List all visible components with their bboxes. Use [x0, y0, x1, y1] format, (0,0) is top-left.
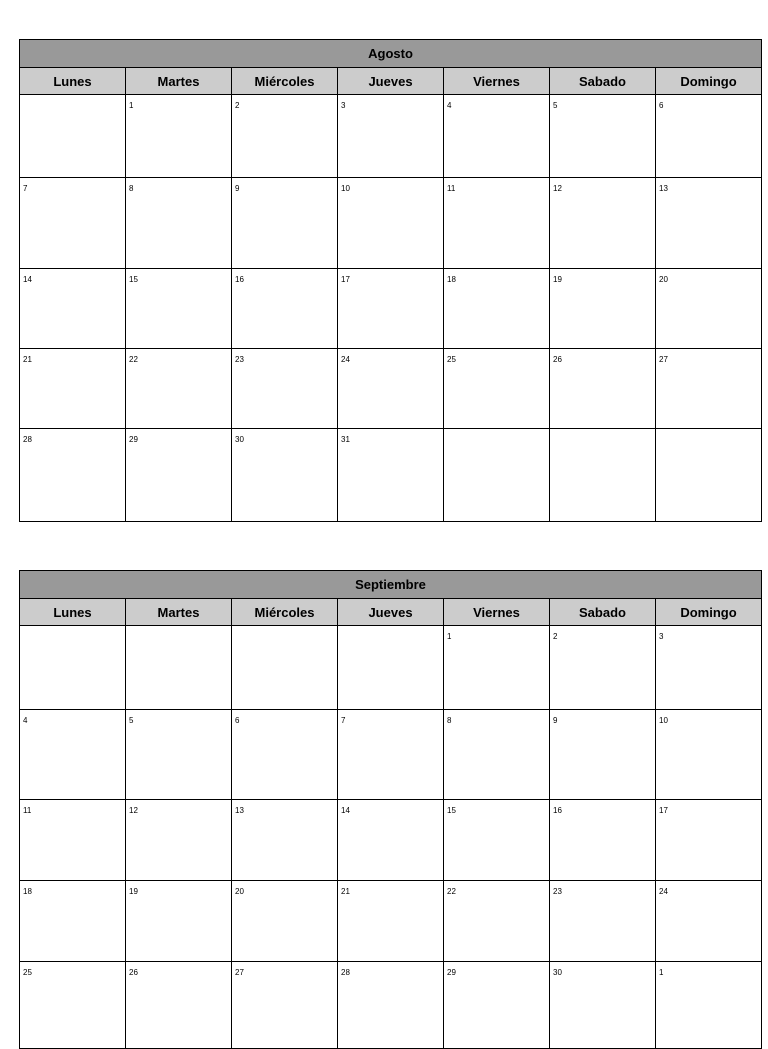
week-row: [20, 269, 762, 349]
weekday-header: Miércoles: [232, 599, 338, 626]
day-cell[interactable]: 23: [232, 349, 338, 429]
day-cell[interactable]: 15: [126, 269, 232, 349]
weekday-header: Sabado: [550, 68, 656, 95]
day-cell[interactable]: 14: [20, 269, 126, 349]
day-cell[interactable]: 29: [126, 429, 232, 522]
day-cell[interactable]: 28: [20, 429, 126, 522]
month-title: Agosto: [20, 40, 762, 68]
weekday-header: Domingo: [656, 68, 762, 95]
day-cell[interactable]: 11: [20, 800, 126, 881]
day-cell[interactable]: 1: [656, 962, 762, 1049]
week-row: [20, 962, 762, 1049]
calendar-septiembre: [19, 570, 762, 1049]
week-row: [20, 881, 762, 962]
day-cell[interactable]: 28: [338, 962, 444, 1049]
weekday-header: Martes: [126, 599, 232, 626]
day-cell[interactable]: 15: [444, 800, 550, 881]
day-cell[interactable]: 5: [550, 95, 656, 178]
day-cell[interactable]: [232, 626, 338, 710]
week-row: [20, 800, 762, 881]
day-cell[interactable]: 18: [20, 881, 126, 962]
day-cell[interactable]: 1: [126, 95, 232, 178]
day-cell[interactable]: [656, 429, 762, 522]
month-title: Septiembre: [20, 571, 762, 599]
day-cell[interactable]: 31: [338, 429, 444, 522]
day-cell[interactable]: [20, 626, 126, 710]
weekday-header: Lunes: [20, 68, 126, 95]
weekday-header: Viernes: [444, 68, 550, 95]
day-cell[interactable]: 24: [656, 881, 762, 962]
day-cell[interactable]: 4: [20, 710, 126, 800]
day-cell[interactable]: 2: [232, 95, 338, 178]
weekday-header: Domingo: [656, 599, 762, 626]
day-cell[interactable]: 21: [338, 881, 444, 962]
day-cell[interactable]: 17: [338, 269, 444, 349]
day-cell[interactable]: 13: [232, 800, 338, 881]
day-cell[interactable]: 10: [656, 710, 762, 800]
day-cell[interactable]: [550, 429, 656, 522]
day-cell[interactable]: 8: [126, 178, 232, 269]
day-cell[interactable]: 30: [232, 429, 338, 522]
week-row: [20, 178, 762, 269]
day-cell[interactable]: 17: [656, 800, 762, 881]
day-cell[interactable]: 25: [20, 962, 126, 1049]
day-cell[interactable]: 25: [444, 349, 550, 429]
week-row: [20, 349, 762, 429]
day-cell[interactable]: 3: [338, 95, 444, 178]
day-cell[interactable]: 26: [126, 962, 232, 1049]
day-cell[interactable]: 6: [656, 95, 762, 178]
weekday-header: Martes: [126, 68, 232, 95]
day-cell[interactable]: 22: [126, 349, 232, 429]
week-row: [20, 710, 762, 800]
day-cell[interactable]: 23: [550, 881, 656, 962]
day-cell[interactable]: 30: [550, 962, 656, 1049]
weekday-header: Jueves: [338, 68, 444, 95]
day-cell[interactable]: 12: [126, 800, 232, 881]
day-cell[interactable]: 18: [444, 269, 550, 349]
day-cell[interactable]: 9: [550, 710, 656, 800]
weekday-header: Sabado: [550, 599, 656, 626]
day-cell[interactable]: 27: [656, 349, 762, 429]
day-cell[interactable]: 20: [232, 881, 338, 962]
day-cell[interactable]: 16: [550, 800, 656, 881]
weekday-header: Miércoles: [232, 68, 338, 95]
day-cell[interactable]: 12: [550, 178, 656, 269]
day-cell[interactable]: 29: [444, 962, 550, 1049]
day-cell[interactable]: [338, 626, 444, 710]
week-row: [20, 429, 762, 522]
weekday-header: Viernes: [444, 599, 550, 626]
day-cell[interactable]: 1: [444, 626, 550, 710]
day-cell[interactable]: [444, 429, 550, 522]
day-cell[interactable]: 13: [656, 178, 762, 269]
day-cell[interactable]: 20: [656, 269, 762, 349]
day-cell[interactable]: 2: [550, 626, 656, 710]
day-cell[interactable]: 16: [232, 269, 338, 349]
day-cell[interactable]: 4: [444, 95, 550, 178]
day-cell[interactable]: [20, 95, 126, 178]
day-cell[interactable]: 3: [656, 626, 762, 710]
week-row: [20, 626, 762, 710]
day-cell[interactable]: 10: [338, 178, 444, 269]
day-cell[interactable]: 19: [550, 269, 656, 349]
calendar-agosto: [19, 39, 762, 522]
day-cell[interactable]: 26: [550, 349, 656, 429]
day-cell[interactable]: 24: [338, 349, 444, 429]
day-cell[interactable]: 11: [444, 178, 550, 269]
day-cell[interactable]: 22: [444, 881, 550, 962]
day-cell[interactable]: 6: [232, 710, 338, 800]
weekday-header: Jueves: [338, 599, 444, 626]
day-cell[interactable]: 8: [444, 710, 550, 800]
day-cell[interactable]: 21: [20, 349, 126, 429]
day-cell[interactable]: 7: [338, 710, 444, 800]
day-cell[interactable]: [126, 626, 232, 710]
weekday-header: Lunes: [20, 599, 126, 626]
day-cell[interactable]: 5: [126, 710, 232, 800]
week-row: [20, 95, 762, 178]
day-cell[interactable]: 14: [338, 800, 444, 881]
day-cell[interactable]: 9: [232, 178, 338, 269]
day-cell[interactable]: 7: [20, 178, 126, 269]
day-cell[interactable]: 27: [232, 962, 338, 1049]
day-cell[interactable]: 19: [126, 881, 232, 962]
